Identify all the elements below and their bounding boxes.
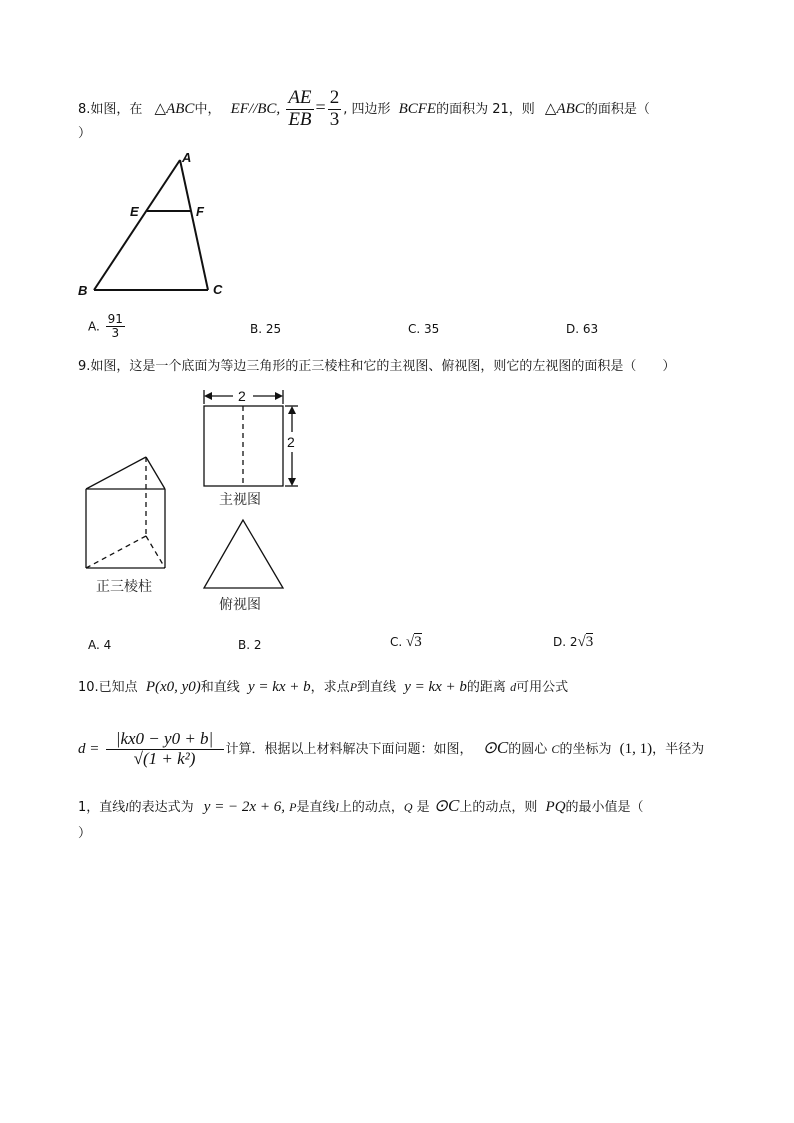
q8-abc: ABC <box>166 100 195 117</box>
q10-line2-a: 1，直线 <box>78 800 126 815</box>
q8-option-a[interactable] <box>88 313 127 340</box>
q10-l: l <box>125 800 129 814</box>
q10-p: P <box>349 680 358 694</box>
arrow-up-icon <box>288 406 296 414</box>
q10-p-on-l-b: 上的动点， <box>338 800 404 815</box>
prism-hidden-left <box>86 536 146 568</box>
q10-line2 <box>78 716 704 782</box>
option-a-label: A. <box>88 319 100 334</box>
option-c-label: C. <box>390 635 403 649</box>
q10-calc: 计算．根据以上材料解决下面问题：如图， <box>225 742 473 757</box>
q10-formula-den: √(1 + k²) <box>133 749 196 768</box>
side-ac <box>180 160 208 290</box>
triangle-symbol: △ <box>544 100 557 117</box>
q8-option-b[interactable]: B. 25 <box>250 322 282 336</box>
top-view-triangle <box>204 520 283 588</box>
q10-coord-is: 的坐标为 <box>559 742 612 757</box>
q10-ask-point: ，求点 <box>310 680 350 695</box>
q9-figure <box>78 382 318 618</box>
arrow-left-icon <box>204 392 212 400</box>
q8-close-paren: ） <box>78 126 92 141</box>
label-b: B <box>78 283 88 298</box>
q10-on-circle: 上的动点，则 <box>459 800 538 815</box>
q10-c: C <box>551 742 560 756</box>
q8-option-c[interactable]: C. 35 <box>408 322 440 336</box>
q8-lead: 8.如图，在 <box>78 101 143 117</box>
triangle-symbol: △ <box>154 100 167 117</box>
q10-line1 <box>78 676 568 696</box>
option-a-fraction <box>106 313 125 340</box>
q8-triangle-figure <box>72 148 242 303</box>
prism-top-left-edge <box>86 457 146 489</box>
prism-top-right-edge <box>146 457 165 489</box>
option-a-den: 3 <box>111 326 120 341</box>
q8-fraction-ae-eb <box>286 88 313 131</box>
q8-area-text: 的面积为 21，则 <box>436 101 535 117</box>
q8-fraction-value <box>328 88 342 131</box>
q9-option-d[interactable] <box>553 634 593 651</box>
option-a-num: 91 <box>107 312 123 326</box>
q8-stem <box>78 88 650 131</box>
q8-tail: 的面积是（ <box>584 101 650 117</box>
sqrt-icon: √ <box>406 634 415 650</box>
q9-option-b[interactable]: B. 2 <box>238 638 262 652</box>
prism-hidden-right <box>146 536 165 568</box>
q10-min-val: 的最小值是（ <box>565 800 644 815</box>
q10-to-line: 到直线 <box>357 680 397 695</box>
front-view-caption: 主视图 <box>219 491 261 507</box>
q8-bcfe: BCFE <box>398 100 437 117</box>
q10-center-of: 的圆心 <box>508 742 548 757</box>
option-c-radicand: 3 <box>414 634 422 650</box>
q10-line-eq-2: y = kx + b <box>404 679 467 695</box>
q8-option-d[interactable]: D. 63 <box>566 322 599 336</box>
label-c: C <box>213 282 223 297</box>
label-a: A <box>182 150 192 165</box>
q10-d: d <box>510 680 517 694</box>
dim-height-label: 2 <box>287 434 295 450</box>
label-f: F <box>196 204 204 219</box>
q10-coord: (1, 1) <box>619 741 653 757</box>
label-e: E <box>130 204 139 219</box>
q10-close-paren: ） <box>78 826 92 841</box>
q10-formula-lhs: d = <box>78 741 100 757</box>
q8-equals: = <box>315 96 326 117</box>
q10-p-2: P <box>289 800 297 814</box>
prism-caption: 正三棱柱 <box>96 578 152 594</box>
q8-ef-parallel-bc: EF//BC, <box>230 100 281 117</box>
sqrt-icon: √ <box>577 634 586 650</box>
q10-formula-num: |kx0 − y0 + b| <box>106 730 224 750</box>
q10-line2-eq: y = − 2x + 6, <box>203 799 285 815</box>
top-view-caption: 俯视图 <box>219 596 261 612</box>
q8-val-num: 2 <box>329 87 340 108</box>
q8-abc-2: ABC <box>556 100 585 117</box>
q9-option-a[interactable]: A. 4 <box>88 638 112 652</box>
q10-q: Q <box>403 800 413 814</box>
q10-formula-use: 可用公式 <box>516 680 569 695</box>
q10-line3 <box>78 796 644 816</box>
q8-frac-num: AE <box>288 87 312 108</box>
q8-val-den: 3 <box>329 108 340 130</box>
q10-circle-c-2: ⊙C <box>433 796 460 815</box>
q9-stem: 9.如图，这是一个底面为等边三角形的正三棱柱和它的主视图、俯视图，则它的左视图的面积是（ ） <box>78 359 676 374</box>
q10-l-2: l <box>335 800 339 814</box>
option-d-label: D. 2 <box>553 635 578 649</box>
dim-width-label: 2 <box>238 388 246 404</box>
arrow-right-icon <box>275 392 283 400</box>
option-d-radicand: 3 <box>585 634 594 650</box>
q10-q-is: 是 <box>416 800 430 815</box>
side-ab <box>94 160 180 290</box>
q8-mid: , 四边形 <box>343 101 391 117</box>
q10-expr-is: 的表达式为 <box>128 800 194 815</box>
q10-point: P(x0, y0) <box>145 679 201 695</box>
q8-frac-den: EB <box>288 108 312 130</box>
q10-dist-of: 的距离 <box>466 680 506 695</box>
q10-line-eq: y = kx + b <box>247 679 311 695</box>
q9-option-c[interactable] <box>390 634 422 651</box>
q10-distance-formula <box>106 730 224 768</box>
q10-lead: 10.已知点 <box>78 680 138 695</box>
q10-circle-c: ⊙C <box>482 738 509 757</box>
q10-p-on-l-a: 是直线 <box>296 800 336 815</box>
q10-pq: PQ <box>545 799 566 815</box>
q10-radius-is: ，半径为 <box>652 742 705 757</box>
q10-and-line: 和直线 <box>200 680 240 695</box>
arrow-down-icon <box>288 478 296 486</box>
q8-zhong: 中， <box>194 101 221 117</box>
